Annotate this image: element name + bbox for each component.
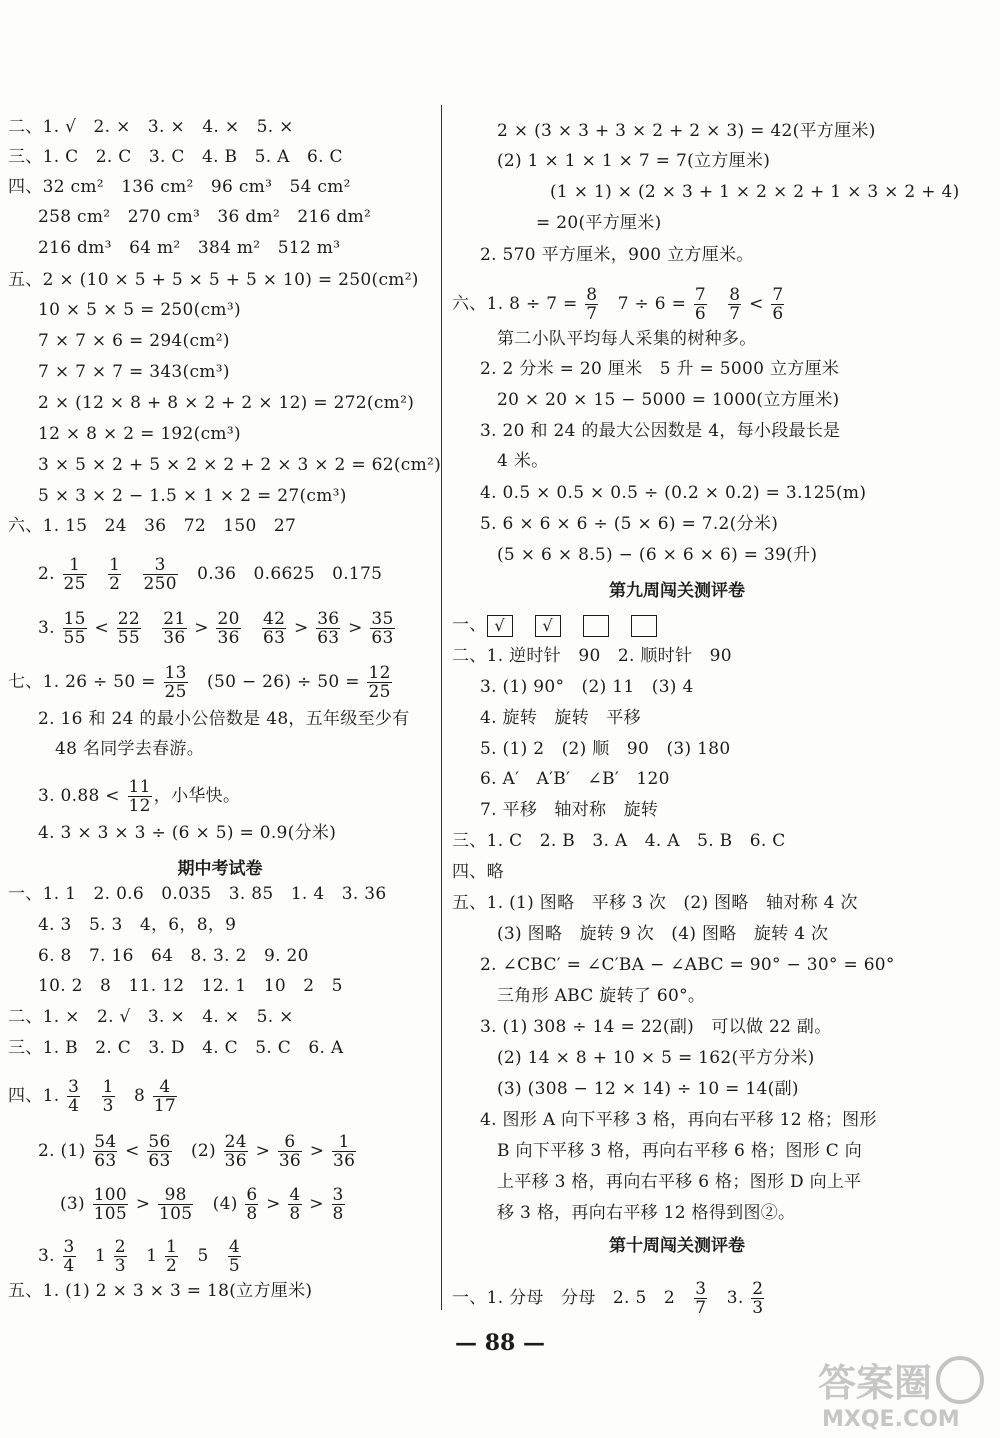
right-line: (3) 图略 旋转 9 次 (4) 图略 旋转 4 次 xyxy=(497,924,829,944)
answer-boxes-row xyxy=(452,614,679,637)
right-line: 二、1. 逆时针 90 2. 顺时针 90 xyxy=(452,646,732,666)
section-heading: 期中考试卷 xyxy=(177,859,263,879)
left-line: 3. 0.88 < $\frac{11}{12}$ ，小华快。 xyxy=(38,777,241,816)
left-line: 三、1. C 2. C 3. C 4. B 5. A 6. C xyxy=(8,147,343,167)
right-line: 3. (1) 308 ÷ 14 = 22(副) 可以做 22 副。 xyxy=(480,1017,832,1037)
watermark-logo xyxy=(808,1352,988,1432)
right-line: 三、1. C 2. B 3. A 4. A 5. B 6. C xyxy=(452,831,786,851)
right-line: 2. 2 分米 = 20 厘米 5 升 = 5000 立方厘米 xyxy=(480,359,840,379)
left-line: 四、32 cm² 136 cm² 96 cm³ 54 cm² xyxy=(8,177,351,197)
left-line: 10 × 5 × 5 = 250(cm³) xyxy=(38,300,241,320)
right-line: 3. (1) 90° (2) 11 (3) 4 xyxy=(480,677,694,697)
left-line: 二、1. √ 2. × 3. × 4. × 5. × xyxy=(8,117,294,137)
left-line: 五、1. (1) 2 × 3 × 3 = 18(立方厘米) xyxy=(8,1281,313,1301)
answer-box xyxy=(583,615,609,637)
left-line: 七、1. 26 ÷ 50 = $\frac{13}{25}$ (50 − 26) ÷ 50 = $\frac{12}{25}$ xyxy=(8,663,391,702)
right-line: 4 米。 xyxy=(497,451,549,471)
right-line: (2) 14 × 8 + 10 × 5 = 162(平方分米) xyxy=(497,1048,815,1068)
right-line: 5. 6 × 6 × 6 ÷ (5 × 6) = 7.2(分米) xyxy=(480,514,779,534)
row-label: 一、 xyxy=(452,615,487,635)
page-number: — 88 — xyxy=(455,1330,545,1356)
left-line: 4. 3 5. 3 4，6，8，9 xyxy=(38,915,237,935)
left-line: 10. 2 8 11. 12 12. 1 10 2 5 xyxy=(38,976,343,996)
section-heading: 第十周闯关测评卷 xyxy=(609,1236,745,1256)
right-line: 4. 0.5 × 0.5 × 0.5 ÷ (0.2 × 0.2) = 3.125(m) xyxy=(480,483,867,503)
right-line: 上平移 3 格，再向右平移 6 格；图形 D 向上平 xyxy=(497,1172,862,1192)
right-line: 5. (1) 2 (2) 顺 90 (3) 180 xyxy=(480,739,731,759)
left-line: 7 × 7 × 7 = 343(cm³) xyxy=(38,362,230,382)
right-line: 7. 平移 轴对称 旋转 xyxy=(480,800,659,820)
left-line: 六、1. 15 24 36 72 150 27 xyxy=(8,516,297,536)
left-line: 2. $\frac{1}{25}$ $\frac{1}{2}$ $\frac{3}{250}$ 0.36 0.6625 0.175 xyxy=(38,555,383,594)
right-line: 2. ∠CBC′ = ∠C′BA − ∠ABC = 90° − 30° = 60° xyxy=(480,955,895,975)
right-line: B 向下平移 3 格，再向右平移 6 格；图形 C 向 xyxy=(497,1141,863,1161)
left-line: 216 dm³ 64 m² 384 m² 512 m³ xyxy=(38,238,341,258)
left-line: 3. $\frac{15}{55}$ < $\frac{22}{55}$ $\frac{21}{36}$ > $\frac{20}{36}$ $\frac{42}{63}$ > $\frac{36}{63}$ > $\frac{35}{63}$ xyxy=(38,609,394,648)
left-line: 二、1. × 2. √ 3. × 4. × 5. × xyxy=(8,1007,294,1027)
right-line: (1 × 1) × (2 × 3 + 1 × 2 × 2 + 1 × 3 × 2 + 4) xyxy=(550,182,960,202)
left-line: 4. 3 × 3 × 3 ÷ (6 × 5) = 0.9(分米) xyxy=(38,823,337,843)
left-line: 一、1. 1 2. 0.6 0.035 3. 85 1. 4 3. 36 xyxy=(8,884,387,904)
left-line: 四、1. $\frac{3}{4}$ $\frac{1}{3}$ 8 $\frac{4}{17}$ xyxy=(8,1077,177,1116)
right-line: (5 × 6 × 8.5) − (6 × 6 × 6) = 39(升) xyxy=(497,545,818,565)
right-line: 四、略 xyxy=(452,862,504,882)
left-line: 48 名同学去春游。 xyxy=(55,739,205,759)
left-line: 7 × 7 × 6 = 294(cm²) xyxy=(38,331,230,351)
right-line: 4. 图形 A 向下平移 3 格，再向右平移 12 格；图形 xyxy=(480,1110,877,1130)
right-line: 移 3 格，再向右平移 12 格得到图②。 xyxy=(497,1203,796,1223)
right-line: 六、1. 8 ÷ 7 = $\frac{8}{7}$ 7 ÷ 6 = $\frac{7}{6}$ $\frac{8}{7}$ < $\frac{7}{6}$ xyxy=(452,285,784,324)
left-line: (3) $\frac{100}{105}$ > $\frac{98}{105}$ (4) $\frac{6}{8}$ > $\frac{4}{8}$ > $\frac{3}{8}$ xyxy=(60,1185,344,1224)
answer-box: √ xyxy=(487,615,513,637)
right-line: 五、1. (1) 图略 平移 3 次 (2) 图略 轴对称 4 次 xyxy=(452,893,858,913)
right-line: 第二小队平均每人采集的树种多。 xyxy=(497,329,757,349)
svg-text:MXQE.COM: MXQE.COM xyxy=(822,1407,960,1432)
right-line: 4. 旋转 旋转 平移 xyxy=(480,708,641,728)
left-line: 五、2 × (10 × 5 + 5 × 5 + 5 × 10) = 250(cm²) xyxy=(8,270,419,290)
right-line: 3. 20 和 24 的最大公因数是 4，每小段最长是 xyxy=(480,421,841,441)
right-line: = 20(平方厘米) xyxy=(536,213,662,233)
left-line: 2. 16 和 24 的最小公倍数是 48，五年级至少有 xyxy=(38,709,410,729)
left-line: 12 × 8 × 2 = 192(cm³) xyxy=(38,424,241,444)
svg-text:答案圈: 答案圈 xyxy=(818,1361,933,1405)
left-line: 2. (1) $\frac{54}{63}$ < $\frac{56}{63}$ (2) $\frac{24}{36}$ > $\frac{6}{36}$ > $\frac{1}{36}$ xyxy=(38,1132,356,1171)
left-line: 5 × 3 × 2 − 1.5 × 1 × 2 = 27(cm³) xyxy=(38,486,347,506)
right-line: 一、1. 分母 分母 2. 5 2 $\frac{3}{7}$ 3. $\frac{2}{3}$ xyxy=(452,1279,764,1318)
left-line: 3. $\frac{3}{4}$ 1 $\frac{2}{3}$ 1 $\frac{1}{2}$ 5 $\frac{4}{5}$ xyxy=(38,1237,240,1276)
left-line: 三、1. B 2. C 3. D 4. C 5. C 6. A xyxy=(8,1038,344,1058)
section-heading: 第九周闯关测评卷 xyxy=(609,581,745,601)
right-line: 三角形 ABC 旋转了 60°。 xyxy=(497,986,706,1006)
right-line: (3) (308 − 12 × 14) ÷ 10 = 14(副) xyxy=(497,1079,799,1099)
left-line: 258 cm² 270 cm³ 36 dm² 216 dm² xyxy=(38,207,372,227)
right-line: 2 × (3 × 3 + 3 × 2 + 2 × 3) = 42(平方厘米) xyxy=(497,121,876,141)
right-line: 20 × 20 × 15 − 5000 = 1000(立方厘米) xyxy=(497,390,840,410)
right-line: 2. 570 平方厘米，900 立方厘米。 xyxy=(480,245,754,265)
right-line: (2) 1 × 1 × 1 × 7 = 7(立方厘米) xyxy=(497,151,771,171)
answer-box: √ xyxy=(535,615,561,637)
left-line: 2 × (12 × 8 + 8 × 2 + 2 × 12) = 272(cm²) xyxy=(38,393,415,413)
column-divider xyxy=(441,105,442,1310)
answer-box xyxy=(631,615,657,637)
right-line: 6. A′ A′B′ ∠B′ 120 xyxy=(480,769,670,789)
left-line: 3 × 5 × 2 + 5 × 2 × 2 + 2 × 3 × 2 = 62(cm²) xyxy=(38,455,442,475)
left-line: 6. 8 7. 16 64 8. 3. 2 9. 20 xyxy=(38,946,309,966)
